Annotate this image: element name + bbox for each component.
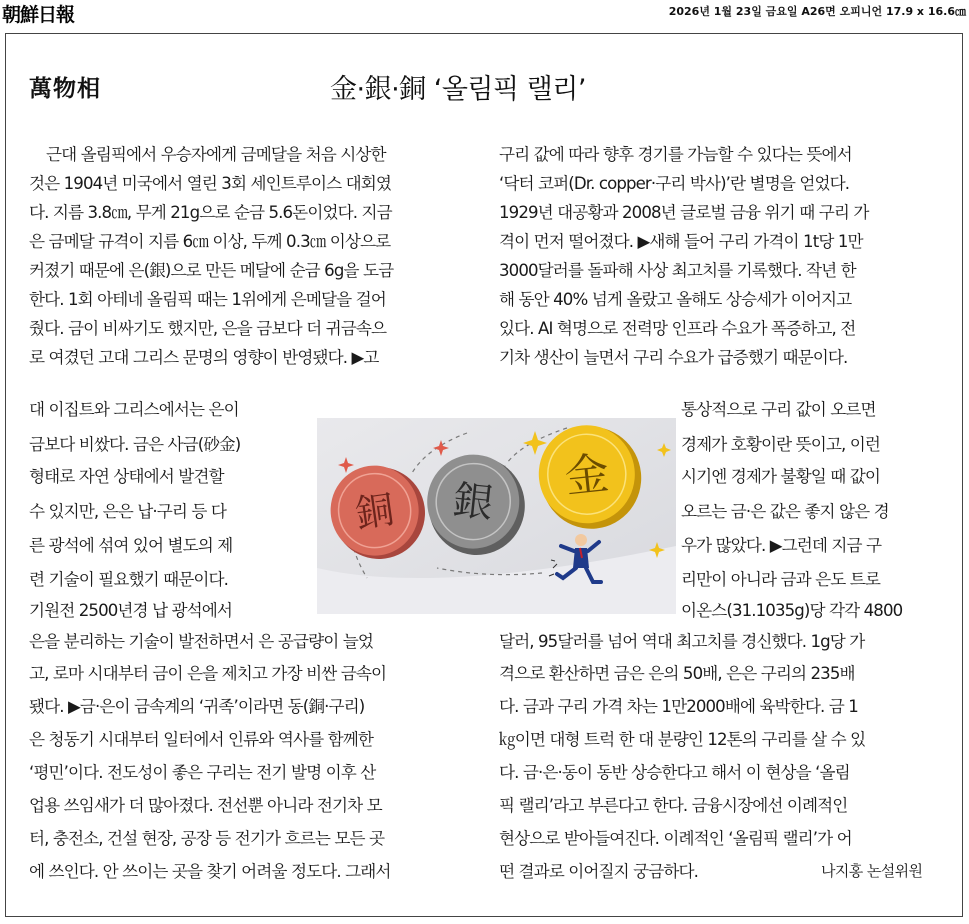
body-line: 고, 로마 시대부터 금이 은을 제치고 가장 비싼 금속이 xyxy=(29,664,387,683)
body-line: 은 청동기 시대부터 일터에서 인류와 역사를 함께한 xyxy=(29,730,373,749)
column-name: 萬物相 xyxy=(29,76,101,102)
body-line: 줬다. 금이 비싸기도 했지만, 은을 금보다 더 귀금속으 xyxy=(29,319,387,338)
body-line: 오르는 금·은 값은 좋지 않은 경 xyxy=(681,502,889,521)
newspaper-masthead: 朝鮮日報 xyxy=(2,4,75,26)
body-line: 형태로 자연 상태에서 발견할 xyxy=(29,467,224,486)
body-line: 시기엔 경제가 불황일 때 값이 xyxy=(681,467,881,486)
body-line: ‘닥터 코퍼(Dr. copper·구리 박사)’란 별명을 얻었다. xyxy=(499,174,850,193)
body-line: 로 여겼던 고대 그리스 문명의 영향이 반영됐다. ▶고 xyxy=(29,348,379,367)
body-line: 3000달러를 돌파해 사상 최고치를 기록했다. 작년 한 xyxy=(499,261,856,280)
body-line: 우가 많았다. ▶그런데 지금 구 xyxy=(681,536,882,555)
body-line: 것은 1904년 미국에서 열린 3회 세인트루이스 대회였 xyxy=(29,174,391,193)
body-line: 련 기술이 필요했기 때문이다. xyxy=(29,570,229,589)
body-line: 격이 먼저 떨어졌다. ▶새해 들어 구리 가격이 1t당 1만 xyxy=(499,232,863,251)
body-line: 됐다. ▶금·은이 금속계의 ‘귀족’이라면 동(銅·구리) xyxy=(29,697,365,716)
body-line: 해 동안 40% 넘게 올랐고 올해도 상승세가 이어지고 xyxy=(499,290,852,309)
body-line: 떤 결과로 이어질지 궁금하다. xyxy=(499,862,699,881)
body-line: 다. 금과 구리 가격 차는 1만2000배에 육박한다. 금 1 xyxy=(499,697,858,716)
body-line: 이온스(31.1035g)당 각각 4800 xyxy=(681,601,903,620)
body-line: 현상으로 받아들여진다. 이례적인 ‘올림픽 랠리’가 어 xyxy=(499,829,852,848)
body-line: 한다. 1회 아테네 올림픽 때는 1위에게 은메달을 걸어 xyxy=(29,290,386,309)
body-line: 기차 생산이 늘면서 구리 수요가 급증했기 때문이다. xyxy=(499,348,848,367)
copper-coin-label: 銅 xyxy=(352,487,397,537)
body-line: 근대 올림픽에서 우승자에게 금메달을 처음 시상한 xyxy=(46,145,386,164)
body-line: 격으로 환산하면 금은 은의 50배, 은은 구리의 235배 xyxy=(499,664,855,683)
body-line: 은을 분리하는 기술이 발전하면서 은 공급량이 늘었 xyxy=(29,632,373,651)
body-line: 1929년 대공황과 2008년 글로벌 금융 위기 때 구리 가 xyxy=(499,203,869,222)
body-line: 다. 지름 3.8㎝, 무게 21g으로 순금 5.6돈이었다. 지금 xyxy=(29,203,392,222)
author-byline: 나지홍 논설위원 xyxy=(821,862,923,880)
body-line: 경제가 호황이란 뜻이고, 이런 xyxy=(681,435,881,454)
body-line: 달러, 95달러를 넘어 역대 최고치를 경신했다. 1g당 가 xyxy=(499,632,865,651)
body-line: 기원전 2500년경 납 광석에서 xyxy=(29,601,233,620)
body-line: 픽 랠리’라고 부른다고 한다. 금융시장에선 이례적인 xyxy=(499,796,848,815)
body-line: 은 금메달 규격이 지름 6㎝ 이상, 두께 0.3㎝ 이상으로 xyxy=(29,232,391,251)
silver-coin-label: 銀 xyxy=(450,477,496,528)
body-line: 에 쓰인다. 안 쓰이는 곳을 찾기 어려울 정도다. 그래서 xyxy=(29,862,391,881)
body-line: 른 광석에 섞여 있어 별도의 제 xyxy=(29,536,233,555)
coins-illustration xyxy=(317,418,676,614)
body-line: ㎏이면 대형 트럭 한 대 분량인 12톤의 구리를 살 수 있 xyxy=(499,730,866,749)
page-topbar xyxy=(0,0,969,26)
body-line: 대 이집트와 그리스에서는 은이 xyxy=(29,400,239,419)
body-line: 통상적으로 구리 값이 오르면 xyxy=(681,400,876,419)
body-line: 있다. AI 혁명으로 전력망 인프라 수요가 폭증하고, 전 xyxy=(499,319,856,338)
body-line: 리만이 아니라 금과 은도 트로 xyxy=(681,570,881,589)
article-headline: 金·銀·銅 ‘올림픽 랠리’ xyxy=(330,74,586,105)
publication-meta: 2026년 1월 23일 금요일 A26면 오피니언 17.9 x 16.6㎝ xyxy=(668,5,966,18)
body-line: ‘평민’이다. 전도성이 좋은 구리는 전기 발명 이후 산 xyxy=(29,763,376,782)
body-line: 구리 값에 따라 향후 경기를 가늠할 수 있다는 뜻에서 xyxy=(499,145,852,164)
body-line: 금보다 비쌌다. 금은 사금(砂金) xyxy=(29,435,241,454)
gold-coin-label: 金 xyxy=(562,448,612,504)
body-line: 다. 금·은·동이 동반 상승한다고 해서 이 현상을 ‘올림 xyxy=(499,763,850,782)
body-line: 커졌기 때문에 은(銀)으로 만든 메달에 순금 6g을 도금 xyxy=(29,261,394,280)
body-line: 수 있지만, 은은 납·구리 등 다 xyxy=(29,502,227,521)
body-line: 터, 충전소, 건설 현장, 공장 등 전기가 흐르는 모든 곳 xyxy=(29,829,385,848)
body-line: 업용 쓰임새가 더 많아졌다. 전선뿐 아니라 전기차 모 xyxy=(29,796,382,815)
